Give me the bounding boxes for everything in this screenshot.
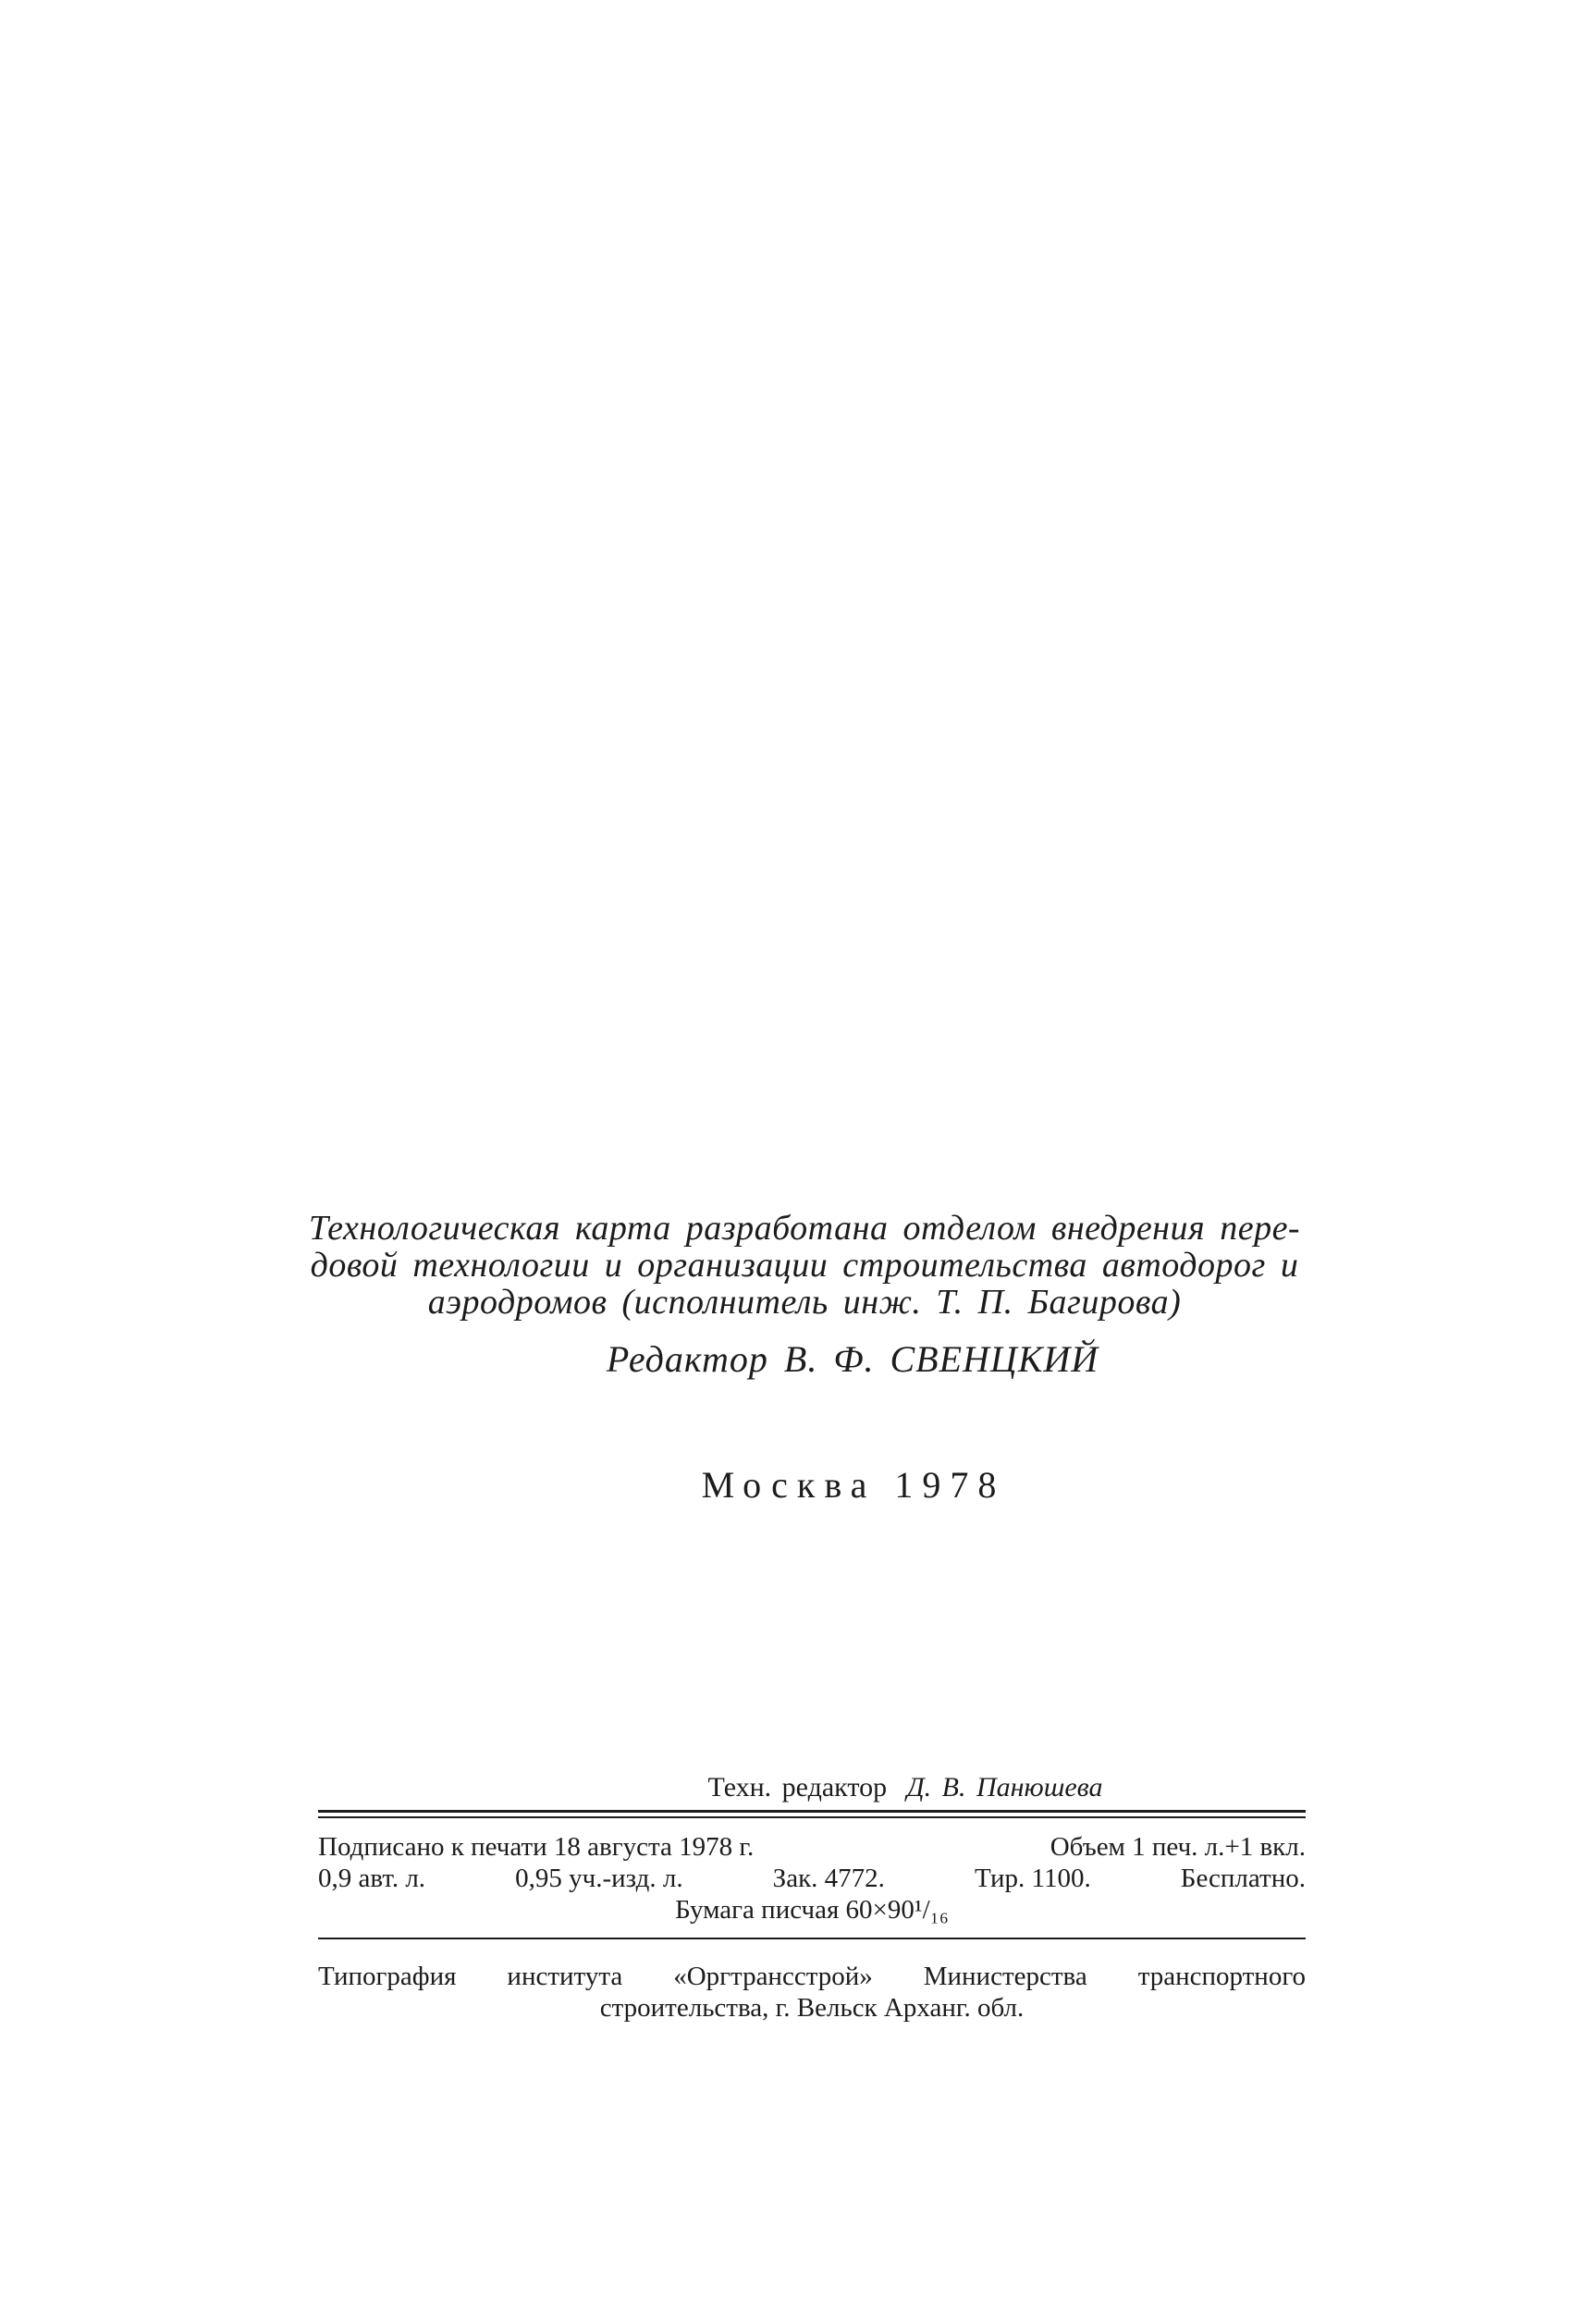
credits-line-3: аэродромов (исполнитель инж. Т. П. Багирова) [427,1283,1182,1322]
volume-info: Объем 1 печ. л.+1 вкл. [1050,1832,1306,1862]
city-year-text: Москва 1978 [701,1464,1006,1506]
print-info-row-2 [318,1863,1306,1894]
editor-credit-text: Редактор В. Ф. СВЕНЦКИЙ [606,1338,1099,1380]
print-info [318,1831,1306,1926]
double-rule-top [318,1810,1306,1813]
paper-info: Бумага писчая 60×90¹/₁₆ [675,1895,949,1925]
price: Бесплатно. [1180,1864,1306,1893]
city-year [0,1463,1596,1507]
print-info-row-1 [318,1831,1306,1863]
single-rule [318,1938,1306,1939]
author-sheets: 0,9 авт. л. [318,1864,426,1893]
tech-editor-credit [0,1769,1596,1806]
print-house [318,1961,1306,2024]
tech-editor-line [708,1769,1103,1806]
signed-date: Подписано к печати 18 августа 1978 г. [318,1832,755,1862]
double-rule-bottom [318,1816,1306,1818]
print-house-line-1 [318,1961,1306,1992]
credits-line-1: Технологическая карта разработана отделом внедрения пере- [308,1209,1301,1248]
publisher-sheets: 0,95 уч.-изд. л. [515,1864,683,1893]
order-number: Зак. 4772. [772,1864,885,1893]
tech-editor-name: Д. В. Панюшева [906,1772,1103,1803]
tech-editor-label: Техн. редактор [707,1772,888,1803]
editor-credit [0,1337,1596,1382]
print-house-line-2: строительства, г. Вельск Арханг. обл. [599,1993,1025,2023]
print-run: Тир. 1100. [975,1864,1091,1893]
print-house-line-1-text: Типография института «Оргтрансстрой» Министерства транспортного [318,1962,1306,1991]
credits-line-2: довой технологии и организации строительства автодорог и [310,1246,1299,1285]
credits-paragraph [305,1210,1304,1321]
